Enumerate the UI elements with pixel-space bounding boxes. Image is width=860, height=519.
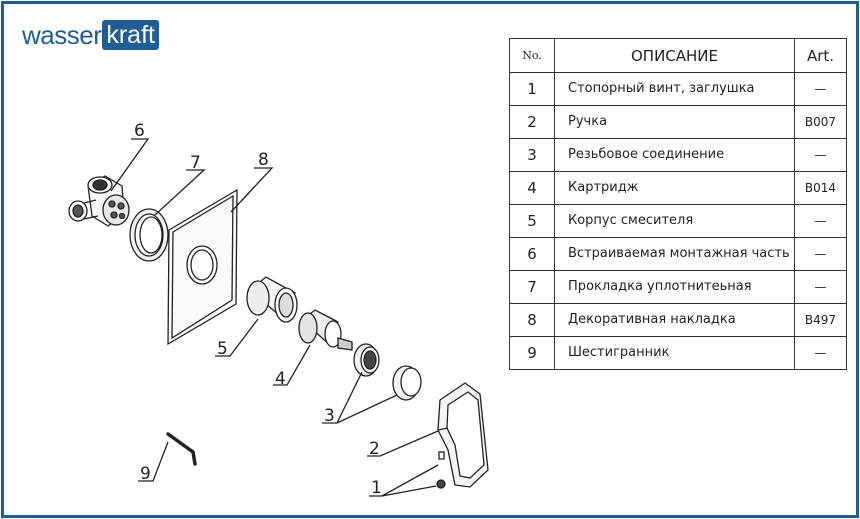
row-art: — [795, 337, 847, 370]
row-no: 9 [510, 337, 555, 370]
row-art: B014 [795, 172, 847, 205]
row-art: — [795, 139, 847, 172]
gasket-part [130, 209, 168, 261]
mounting-body-part [69, 176, 129, 226]
row-art: — [795, 205, 847, 238]
callout-label-5: 5 [217, 339, 228, 359]
row-art: — [795, 73, 847, 106]
row-description: Встраиваемая монтажная часть [555, 238, 795, 271]
row-description: Стопорный винт, заглушка [555, 73, 795, 106]
threaded-connection-part [354, 344, 421, 400]
row-description: Декоративная накладка [555, 304, 795, 337]
header-no: No. [510, 39, 555, 73]
header-description: ОПИСАНИЕ [555, 39, 795, 73]
callout-label-6: 6 [134, 121, 145, 141]
row-no: 4 [510, 172, 555, 205]
decorative-plate-part [168, 190, 237, 344]
callout-label-1: 1 [371, 478, 382, 498]
row-description: Корпус смесителя [555, 205, 795, 238]
callout-label-2: 2 [369, 439, 380, 459]
cartridge-part [299, 310, 352, 350]
screw-part [437, 452, 445, 488]
row-art: — [795, 238, 847, 271]
header-art: Art. [795, 39, 847, 73]
leader-lines [111, 139, 438, 496]
callout-label-8: 8 [258, 150, 269, 170]
row-description: Картридж [555, 172, 795, 205]
row-description: Ручка [555, 106, 795, 139]
row-no: 6 [510, 238, 555, 271]
row-art: B497 [795, 304, 847, 337]
row-no: 7 [510, 271, 555, 304]
callout-label-3: 3 [324, 406, 335, 426]
row-no: 2 [510, 106, 555, 139]
row-description: Шестигранник [555, 337, 795, 370]
row-art: B007 [795, 106, 847, 139]
row-description: Прокладка уплотнитеьная [555, 271, 795, 304]
mixer-body-sleeve-part [247, 277, 297, 322]
callout-label-4: 4 [275, 369, 286, 389]
logo-word-wasser: wasser [22, 20, 102, 50]
row-no: 3 [510, 139, 555, 172]
row-description: Резьбовое соединение [555, 139, 795, 172]
hex-key-part [168, 434, 195, 464]
handle-part [438, 383, 488, 487]
callout-label-7: 7 [190, 153, 201, 173]
logo-word-kraft: kraft [102, 20, 159, 50]
row-art: — [795, 271, 847, 304]
row-no: 5 [510, 205, 555, 238]
callout-label-9: 9 [140, 464, 151, 484]
row-no: 1 [510, 73, 555, 106]
row-no: 8 [510, 304, 555, 337]
